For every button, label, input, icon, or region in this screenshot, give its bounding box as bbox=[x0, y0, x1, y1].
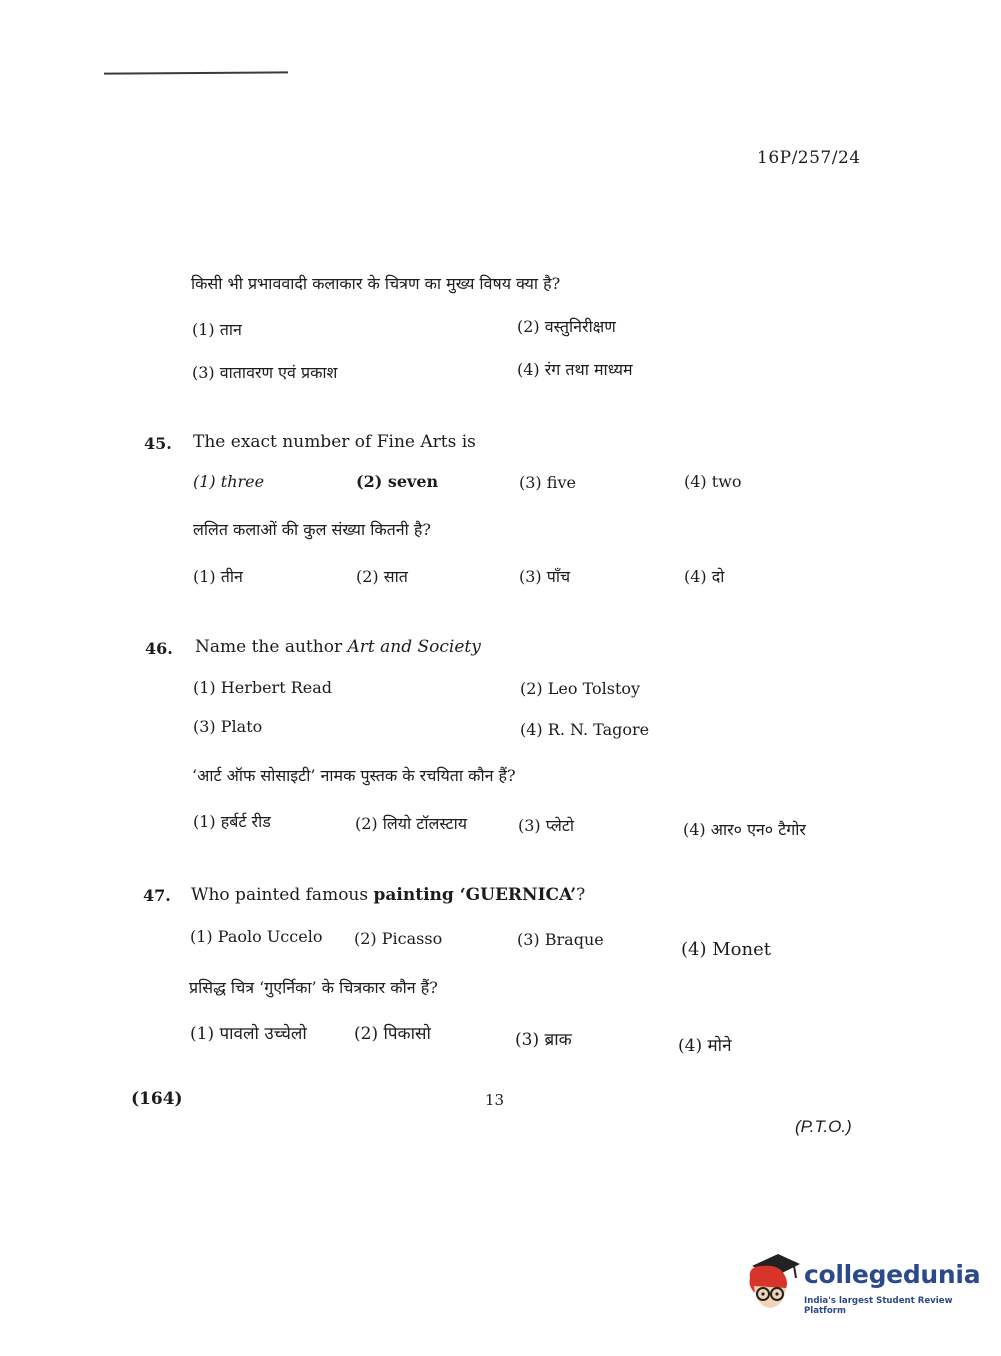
q45-hi-option-3: (3) पाँच bbox=[519, 567, 571, 586]
q46-hi-option-1: (1) हर्बर्ट रीड bbox=[193, 812, 271, 831]
pto-label: (P.T.O.) bbox=[795, 1117, 852, 1136]
q45-hi-option-4: (4) दो bbox=[684, 567, 725, 586]
q47-text: Who painted famous painting ‘GUERNICA’? bbox=[191, 885, 586, 905]
collegedunia-logo bbox=[744, 1252, 981, 1316]
q45-option-3: (3) five bbox=[519, 473, 576, 492]
q45-hi-option-2: (2) सात bbox=[356, 567, 408, 586]
q46-number: 46. bbox=[145, 639, 173, 658]
q45-hindi-text: ललित कलाओं की कुल संख्या कितनी है? bbox=[193, 520, 431, 539]
q46-option-1: (1) Herbert Read bbox=[193, 678, 333, 697]
q47-hi-option-2: (2) पिकासो bbox=[354, 1024, 431, 1044]
q44-hindi-text: किसी भी प्रभाववादी कलाकार के चित्रण का मुख्य विषय क्या है? bbox=[191, 274, 561, 293]
q45-option-2: (2) seven bbox=[356, 472, 439, 491]
logo-wordmark: collegedunia bbox=[804, 1260, 981, 1289]
logo-tagline: India's largest Student Review Platform bbox=[804, 1296, 953, 1316]
q45-option-1: (1) three bbox=[193, 472, 265, 491]
q46-hi-option-4: (4) आर० एन० टैगोर bbox=[683, 820, 806, 839]
q46-hindi-text: ‘आर्ट ऑफ सोसाइटी’ नामक पुस्तक के रचयिता कौन हैं? bbox=[192, 766, 516, 785]
q44-hi-option-3: (3) वातावरण एवं प्रकाश bbox=[192, 363, 338, 382]
q47-number: 47. bbox=[143, 886, 171, 905]
q47-option-2: (2) Picasso bbox=[354, 929, 443, 948]
mascot-icon bbox=[744, 1252, 800, 1312]
q44-hi-option-1: (1) तान bbox=[192, 320, 242, 339]
q45-option-4: (4) two bbox=[684, 472, 742, 491]
q47-hindi-text: प्रसिद्ध चित्र ‘गुएर्निका’ के चित्रकार कौन हैं? bbox=[189, 978, 438, 997]
paper-code: 16P/257/24 bbox=[757, 148, 861, 168]
q47-option-4: (4) Monet bbox=[681, 939, 771, 960]
q47-option-3: (3) Braque bbox=[517, 930, 604, 949]
footer-code: (164) bbox=[131, 1089, 183, 1109]
q45-number: 45. bbox=[144, 434, 172, 453]
top-rule bbox=[104, 71, 288, 74]
q46-option-3: (3) Plato bbox=[193, 717, 263, 736]
q46-hi-option-2: (2) लियो टॉलस्टाय bbox=[355, 814, 468, 833]
q46-hi-option-3: (3) प्लेटो bbox=[518, 816, 575, 835]
page-number: 13 bbox=[485, 1091, 505, 1109]
q46-text: Name the author Art and Society bbox=[195, 637, 481, 657]
q45-text: The exact number of Fine Arts is bbox=[193, 432, 476, 452]
q47-hi-option-3: (3) ब्राक bbox=[515, 1030, 572, 1050]
q46-option-4: (4) R. N. Tagore bbox=[520, 720, 650, 739]
q44-hi-option-4: (4) रंग तथा माध्यम bbox=[517, 360, 633, 379]
q46-option-2: (2) Leo Tolstoy bbox=[520, 679, 641, 698]
q45-hi-option-1: (1) तीन bbox=[193, 567, 243, 586]
q47-hi-option-4: (4) मोने bbox=[678, 1036, 732, 1056]
q47-option-1: (1) Paolo Uccelo bbox=[190, 927, 323, 946]
q44-hi-option-2: (2) वस्तुनिरीक्षण bbox=[517, 317, 616, 336]
q47-hi-option-1: (1) पावलो उच्चेलो bbox=[190, 1024, 307, 1044]
